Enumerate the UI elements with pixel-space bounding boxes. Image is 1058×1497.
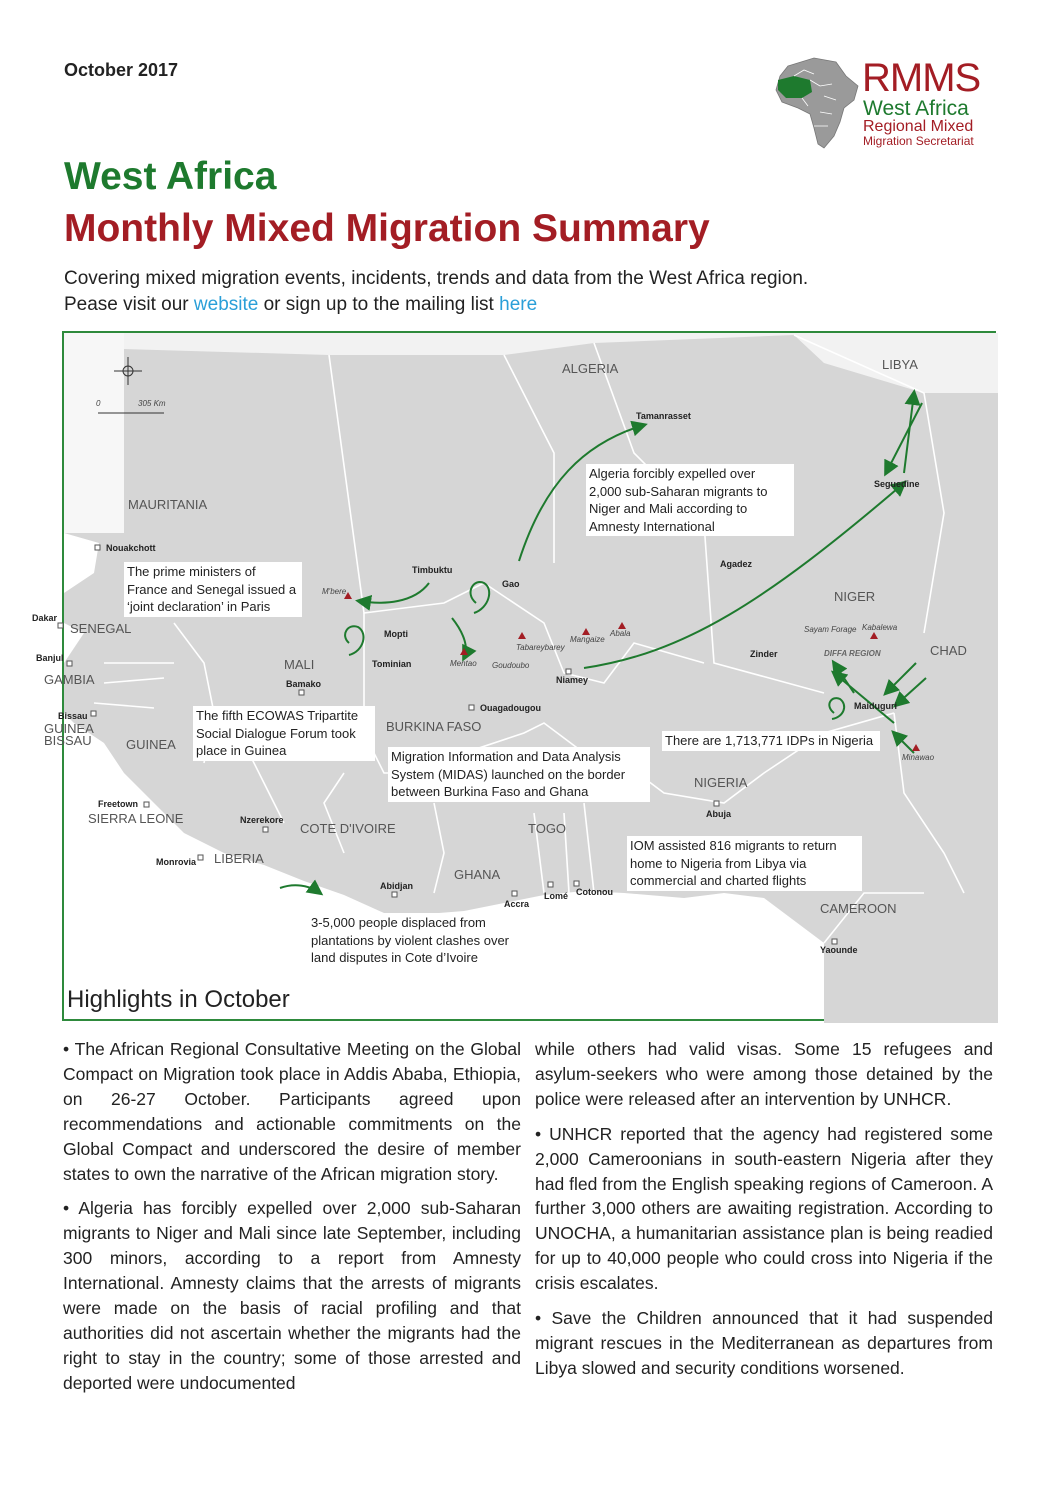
city-abuja: Abuja — [706, 809, 732, 819]
website-link[interactable]: website — [193, 294, 259, 315]
camp-mentao: Mentao — [450, 659, 477, 668]
logo-abbrev: RMMS — [862, 56, 981, 100]
paragraph: while others had valid visas. Some 15 refugees and asylum-seekers who were among those detained by the police were released after an intervention by UNHCR. — [535, 1039, 993, 1109]
camp-minawao: Minawao — [902, 753, 935, 762]
label-togo: TOGO — [528, 821, 567, 836]
label-guinea: GUINEA — [126, 737, 176, 752]
city-niamey: Niamey — [556, 675, 589, 685]
callout-ecowas: The fifth ECOWAS Tripartite Social Dialogue Forum took place in Guinea — [193, 706, 375, 761]
city-monrovia: Monrovia — [156, 857, 197, 867]
migration-map — [32, 331, 996, 1021]
label-mali: MALI — [284, 657, 315, 672]
label-algeria: ALGERIA — [562, 361, 619, 376]
city-freetown: Freetown — [98, 799, 139, 809]
callout-france-senegal: The prime ministers of France and Senegal issued a ‘joint declaration’ in Paris — [124, 562, 302, 617]
label-libya: LIBYA — [882, 357, 918, 372]
label-mauritania: MAURITANIA — [128, 497, 208, 512]
city-cotonou: Cotonou — [576, 887, 613, 897]
label-diffa-region: DIFFA REGION — [824, 649, 881, 658]
city-abidjan: Abidjan — [380, 881, 413, 891]
camp-goudoubo: Goudoubo — [492, 661, 530, 670]
logo-line1: Regional Mixed — [863, 118, 974, 135]
label-chad: CHAD — [930, 643, 967, 658]
city-dakar: Dakar — [32, 613, 58, 623]
page-title-region: West Africa — [64, 155, 277, 198]
logo-region: West Africa — [863, 97, 969, 120]
logo-line2: Migration Secretariat — [863, 134, 974, 148]
paragraph: • Algeria has forcibly expelled over 2,000 sub-Saharan migrants to Niger and Mali since late September, including 300 minors, according to a report from Amnesty International. Amnesty claims that the arrests of migrants were made on the basis of racial profiling and that authorities did not ascertain whether the migrants had the right to stay in the country; some of those arrested and deported were undocumented — [63, 1198, 521, 1393]
city-maiduguri: Maiduguri — [854, 701, 897, 711]
callout-cote-divoire: 3-5,000 people displaced from plantations by violent clashes over land disputes in Cote d’Ivoire — [308, 913, 530, 968]
callout-idps: There are 1,713,771 IDPs in Nigeria — [662, 731, 880, 751]
rmms-logo — [774, 56, 996, 152]
label-sierra-leone: SIERRA LEONE — [88, 811, 184, 826]
city-tominian: Tominian — [372, 659, 412, 669]
city-zinder: Zinder — [750, 649, 778, 659]
intro-text — [64, 266, 808, 318]
city-mopti: Mopti — [384, 629, 408, 639]
paragraph: • Save the Children announced that it had suspended migrant rescues in the Mediterranean as departures from Libya slowed and security conditions worsened. — [535, 1308, 993, 1378]
camp-mangaize: Mangaize — [570, 635, 605, 644]
callout-iom: IOM assisted 816 migrants to return home to Nigeria from Libya via commercial and charted flights — [627, 836, 862, 891]
callout-algeria-expulsions: Algeria forcibly expelled over 2,000 sub-Saharan migrants to Niger and Mali according to Amnesty International — [586, 464, 794, 536]
intro-line2: Pease visit our website or sign up to the mailing list here — [64, 294, 538, 315]
city-accra: Accra — [504, 899, 530, 909]
report-date: October 2017 — [64, 60, 179, 80]
highlights-heading: Highlights in October — [67, 986, 290, 1013]
label-gambia: GAMBIA — [44, 672, 95, 687]
callout-midas: Migration Information and Data Analysis System (MIDAS) launched on the border between Burkina Faso and Ghana — [388, 747, 650, 802]
africa-map-icon — [774, 56, 862, 152]
body-column-right — [535, 1037, 993, 1391]
label-nigeria: NIGERIA — [694, 775, 748, 790]
paragraph: • UNHCR reported that the agency had registered some 2,000 Cameroonians in south-eastern Nigeria after they had fled from the English speaking regions of Cameroon. A further 3,000 others are awaiting registration. According to UNOCHA, a humanitarian assistance plan is being readied for up to 40,000 people who could cross into Nigeria if the crisis escalates. — [535, 1123, 993, 1294]
page-title: Monthly Mixed Migration Summary — [64, 207, 710, 250]
city-ouagadougou: Ouagadougou — [480, 703, 541, 713]
city-seguedine: Seguedine — [874, 479, 920, 489]
paragraph: • The African Regional Consultative Meeting on the Global Compact on Migration took place in Addis Ababa, Ethiopia, on 26-27 October. Participants agreed upon recommendations and actionable commitments on the Global Compact and underscored the desire of member states to own the narrative of the African migration story. — [63, 1039, 521, 1184]
label-cameroon: CAMEROON — [820, 901, 897, 916]
city-banjul: Banjul — [36, 653, 64, 663]
city-bissau: Bissau — [58, 711, 88, 721]
body-column-left — [63, 1037, 521, 1406]
scale-zero: 0 — [96, 399, 101, 408]
camp-abala: Abala — [610, 629, 631, 638]
label-niger: NIGER — [834, 589, 876, 604]
city-lome: Lomé — [544, 891, 569, 901]
map-graphic — [64, 333, 998, 1023]
city-bamako: Bamako — [286, 679, 322, 689]
city-nouakchott: Nouakchott — [106, 543, 156, 553]
label-cote-divoire: COTE D'IVOIRE — [300, 821, 396, 836]
label-ghana: GHANA — [454, 867, 501, 882]
label-burkina: BURKINA FASO — [386, 719, 482, 734]
label-guinea-bissau-2: BISSAU — [44, 733, 92, 748]
label-senegal: SENEGAL — [70, 621, 132, 636]
scale-distance: 305 Km — [138, 399, 166, 408]
camp-kabalewa: Kabalewa — [862, 623, 898, 632]
label-liberia: LIBERIA — [214, 851, 264, 866]
intro-line1: Covering mixed migration events, incidents, trends and data from the West Africa region. — [64, 268, 809, 289]
city-tamanrasset: Tamanrasset — [636, 411, 691, 421]
label-guinea-bissau-1: GUINEA — [44, 721, 94, 736]
city-timbuktu: Timbuktu — [412, 565, 453, 575]
camp-tabareybarey: Tabareybarey — [516, 643, 565, 652]
city-gao: Gao — [502, 579, 520, 589]
camp-mbere: M'bere — [322, 587, 347, 596]
camp-sayam-forage: Sayam Forage — [804, 625, 857, 634]
city-nzerekore: Nzerekore — [240, 815, 284, 825]
city-agadez: Agadez — [720, 559, 753, 569]
mailing-list-link[interactable]: here — [499, 294, 538, 315]
city-yaounde: Yaounde — [820, 945, 858, 955]
